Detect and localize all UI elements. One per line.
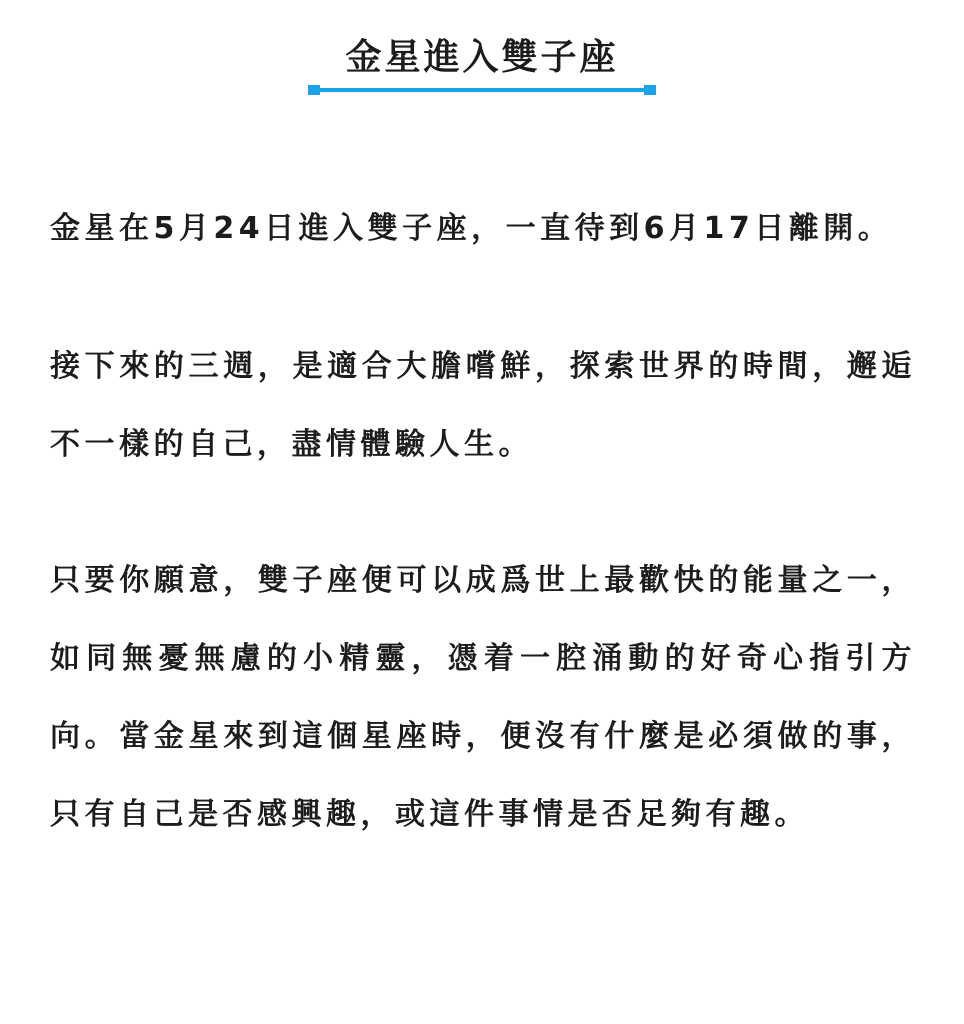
paragraph-three-weeks: 接下來的三週，是適合大膽嚐鮮，探索世界的時間，邂逅不一樣的自己，盡情體驗人生。 [50,349,916,462]
page-title: 金星進入雙子座 [345,37,619,78]
paragraph-gemini-energy: 只要你願意，雙子座便可以成爲世上最歡快的能量之一，如同無憂無慮的小精靈，憑着一腔涌動的好奇心指引方向。當金星來到這個星座時，便沒有什麼是必須做的事，只有自己是否感興趣，或這件事情是否足夠有趣。 [50,563,916,832]
title-underline-right-cap [644,85,656,95]
title-underline [308,85,656,95]
title-underline-line [314,88,650,92]
paragraph-venus-dates: 金星在5月24日進入雙子座，一直待到6月17日離開。 [50,211,893,246]
article-header [0,34,964,82]
article-body [50,190,916,914]
